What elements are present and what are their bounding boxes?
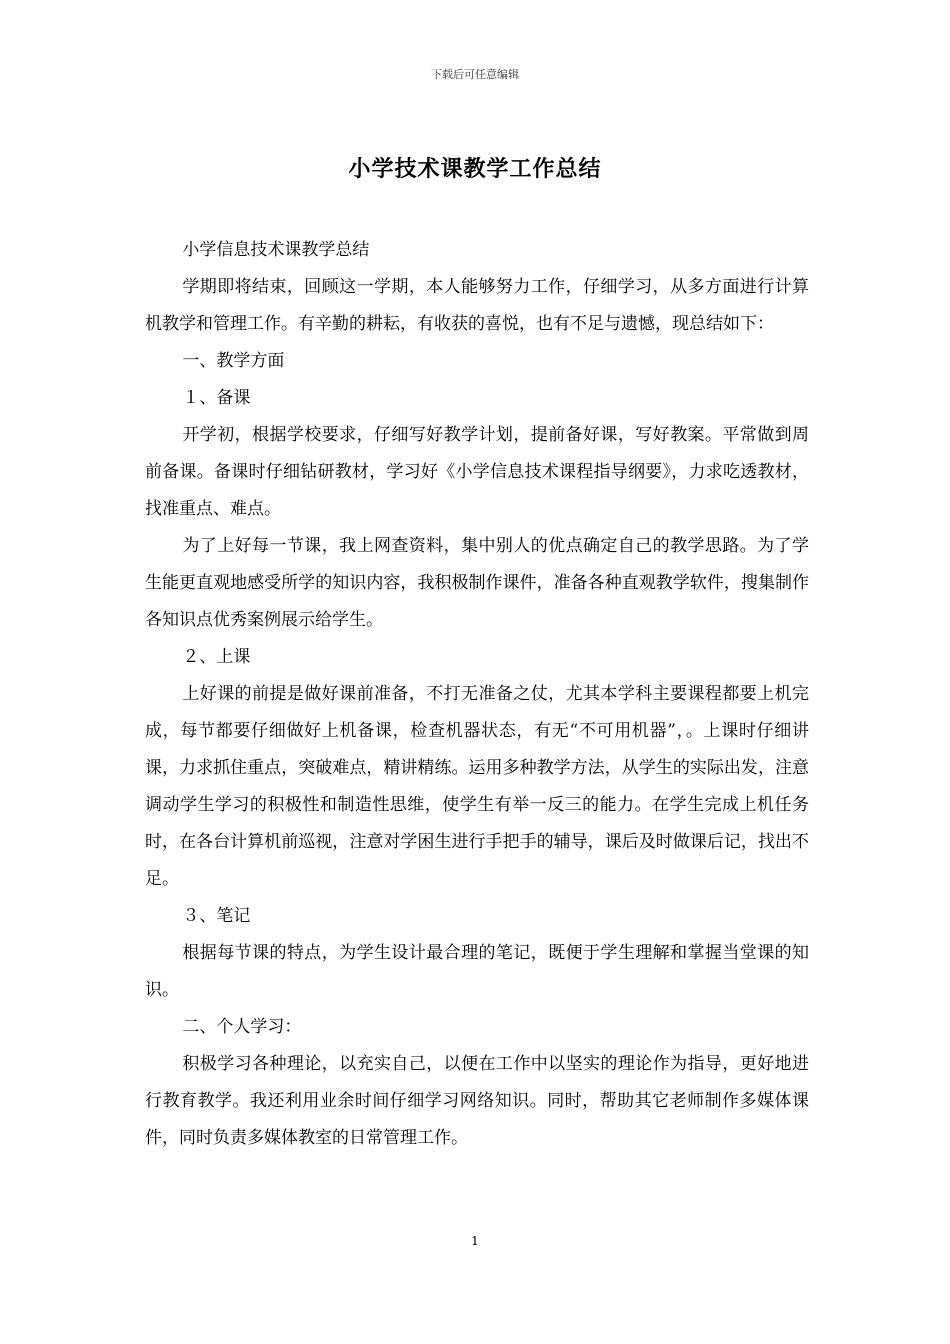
paragraph-personal-study: 积极学习各种理论，以充实自己，以便在工作中以坚实的理论作为指导，更好地进行教育教学。我还利用业余时间仔细学习网络知识。同时，帮助其它老师制作多媒体课件，同时负责多媒体教室的日常管理工作。 — [145, 1054, 809, 1148]
paragraph-intro: 学期即将结束，回顾这一学期，本人能够努力工作，仔细学习，从多方面进行计算机教学和管理工作。有辛勤的耕耘，有收获的喜悦，也有不足与遗憾，现总结如下： — [145, 277, 809, 334]
header-note: 下载后可任意编辑 — [431, 68, 519, 81]
section-heading-teaching: 一、教学方面 — [182, 351, 285, 371]
page-number: 1 — [471, 1234, 479, 1248]
document-body — [145, 232, 809, 1157]
section-heading-personal-study: 二、个人学习： — [182, 1017, 302, 1037]
paragraph-lesson-prep: 开学初，根据学校要求，仔细写好教学计划，提前备好课，写好教案。平常做到周前备课。备课时仔细钻研教材，学习好《小学信息技术课程指导纲要》，力求吃透教材，找准重点、难点。 — [145, 425, 809, 519]
paragraph-lesson-resources: 为了上好每一节课，我上网查资料，集中别人的优点确定自己的教学思路。为了学生能更直观地感受所学的知识内容，我积极制作课件，准备各种直观教学软件，搜集制作各知识点优秀案例展示给学生。 — [145, 536, 809, 630]
paragraph-class: 上好课的前提是做好课前准备，不打无准备之仗，尤其本学科主要课程都要上机完成，每节都要仔细做好上机备课，检查机器状态，有无“不可用机器”，。上课时仔细讲课，力求抓住重点，突破难点，精讲精练。运用多种教学方法，从学生的实际出发，注意调动学生学习的积极性和制造性思维，使学生有举一反三的能力。在学生完成上机任务时，在各台计算机前巡视，注意对学困生进行手把手的辅导，课后及时做课后记，找出不足。 — [145, 684, 809, 889]
subheading-notes: ３、笔记 — [182, 906, 251, 926]
paragraph-subtitle: 小学信息技术课教学总结 — [182, 240, 370, 260]
paragraph-notes: 根据每节课的特点，为学生设计最合理的笔记，既便于学生理解和掌握当堂课的知识。 — [145, 943, 809, 1000]
subheading-lesson-prep: １、备课 — [182, 388, 251, 408]
subheading-class: ２、上课 — [182, 647, 251, 667]
document-title: 小学技术课教学工作总结 — [348, 157, 602, 182]
